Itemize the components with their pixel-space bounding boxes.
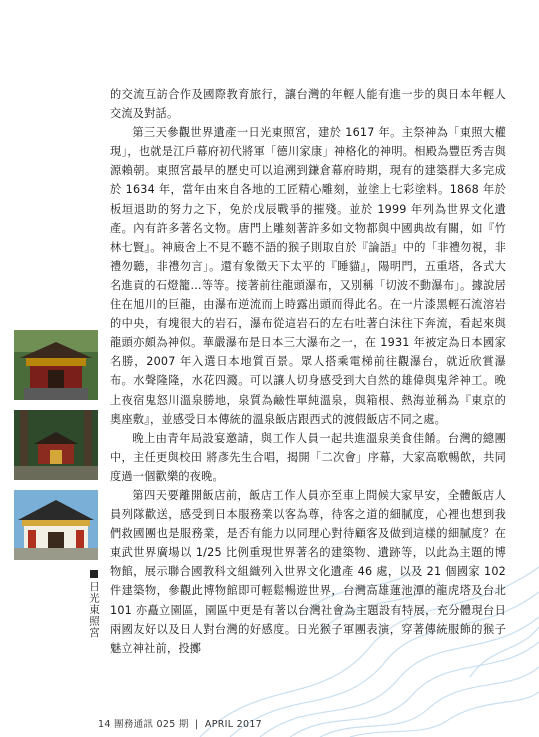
- article-body: [110, 85, 506, 658]
- photo-shrine-forest: [14, 410, 98, 480]
- photo-shrine-gate: [14, 330, 98, 400]
- side-caption: [86, 570, 100, 639]
- page-number: 14: [98, 719, 111, 730]
- caption-marker: [90, 570, 98, 578]
- footer-divider: |: [195, 719, 199, 730]
- paragraph: 晚上由青年局設宴邀請，與工作人員一起共進溫泉美食佳餚。台灣的總團中，主任更與校田 將彥先生合唱，揭開「二次會」序幕，大家高歌暢飲，共同度過一個歡樂的夜晚。: [110, 431, 506, 483]
- photo-yomeimon-gate: [14, 490, 98, 560]
- paragraph: 第四天要離開飯店前，飯店工作人員亦至車上問候大家早安，全體飯店人員列隊歡送，感受到日本服務業以客為尊，待客之道的細膩度，心裡也想到我們救國團也是服務業，是否有能力以同理心對待顧客及做到這樣的細膩度？在東武世界廣場以 1/25 比例重現世界著名的建築物、遺跡等，以此為主題的博物館，展示聯合國教科文組織列入世界文化遺產 46 處，以及 21 個國家 102 件建築物，參觀此博物館即可輕鬆暢遊世界，台灣高雄蓮池潭的龍虎塔及台北 101 亦矗立園區，園區中更是有著以台灣社會為主題設有特展，充分體現台日兩國友好以及日人對台灣的好感度。日光猴子軍團表演，穿著傳統服飾的猴子魅立神社前，投擲: [110, 488, 506, 655]
- publication-name: 團務通訊 025 期: [114, 719, 189, 730]
- paragraph: 的交流互訪合作及國際教育旅行，讓台灣的年輕人能有進一步的與日本年輕人交流及對話。: [110, 88, 506, 121]
- paragraph: 第三天參觀世界遺產一日光東照宮，建於 1617 年。主祭神為「東照大權現」，也就是江戶幕府初代將軍「德川家康」神格化的神明。相殿為豐臣秀吉與源賴朝。東照宮最早的歷史可以追溯到鎌倉幕府時期，現有的建築群大多完成於 1634 年，當年由來自各地的工匠精心雕刻，並塗上七彩塗料。1868 年於板垣退助的努力之下，免於戊辰戰爭的摧殘。並於 1999 年列為世界文化遺產。內有許多著名文物。唐門上雕刻著許多如文物都與中國典故有關，如『竹林七賢』。神廄舍上不見不聽不語的猴子則取自於『論語』中的「非禮勿視，非禮勿聽，非禮勿言」。還有象徵天下太平的『睡貓』，陽明門，五重塔，各式大名進貢的石燈籠…等等。接著前往龍頭瀑布，又別稱「切波不動瀑布」。據說居住在旭川的巨龍，由瀑布逆流而上時露出頭而得此名。在一片漆黑輕石流溶岩的中央，有塊很大的岩石，瀑布從這岩石的左右吐著白沫往下奔流，看起來與龍頭亦頗為神似。華嚴瀑布是日本三大瀑布之一，在 1931 年被定為日本國家名勝，2007 年入選日本地質百景。眾人搭乘電梯前往觀瀑台，就近欣賞瀑布。水聲隆隆，水花四濺。可以讓人切身感受到大自然的雄偉與鬼斧神工。晚上夜宿鬼怒川溫泉勝地，泉質為鹼性單純溫泉，與箱根、熱海並稱為『東京的奧座敷』，並感受日本傳統的溫泉飯店跟西式的渡假飯店不同之處。: [110, 126, 506, 426]
- page-footer: [98, 716, 262, 730]
- side-caption-text: 日光東照宮: [88, 581, 100, 639]
- publication-date: APRIL 2017: [204, 719, 263, 730]
